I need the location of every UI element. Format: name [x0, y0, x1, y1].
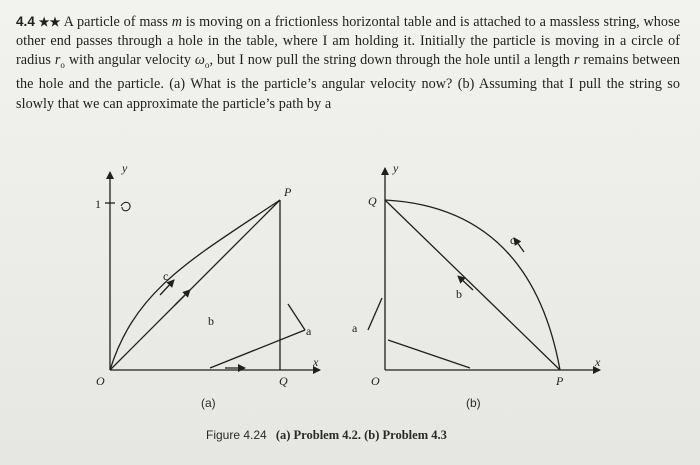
- fig-b-path-a-horizontal: [388, 340, 470, 368]
- problem-text-5: remains between the hole and the particle. (a) What is the particle’s angular velocity now? (b) Assuming that I pull the string so slowly that we can approximate the particle’s path by a: [16, 52, 681, 112]
- fig-b-path-a-vertical: [368, 298, 382, 330]
- caption-text: (a) Problem 4.2. (b) Problem 4.3: [275, 428, 447, 442]
- problem-text-1: A particle of mass: [63, 14, 172, 30]
- figure-a: [105, 172, 320, 370]
- var-w0-sub: o: [204, 60, 210, 71]
- fig-a-x-label: x: [313, 355, 319, 369]
- fig-a-sublabel: (a): [201, 396, 216, 410]
- fig-b-a-label: a: [352, 321, 358, 335]
- fig-a-one-label: 1: [95, 197, 101, 211]
- difficulty-stars: ★★: [38, 15, 61, 29]
- problem-text-3: with angular velocity: [64, 52, 195, 69]
- fig-a-b-label: b: [208, 314, 214, 328]
- fig-a-Q-label: Q: [279, 374, 288, 388]
- fig-b-origin-label: O: [371, 374, 380, 388]
- caption-figure-number: Figure 4.24: [206, 428, 267, 442]
- fig-b-Q-label: Q: [368, 194, 377, 208]
- fig-a-c-label: c: [163, 269, 169, 283]
- fig-b-y-label: y: [393, 161, 399, 175]
- problem-text-2: is moving on a frictionless horizontal table and is attached to a massless string, whose other end passes through a hole in the table, where I am holding it. Initially the particle is moving in a circle of radius: [16, 14, 680, 69]
- var-r: r: [573, 52, 580, 69]
- var-r0-sub: o: [60, 60, 65, 71]
- fig-a-arrow-b: [175, 290, 190, 305]
- problem-text-4: , but I now pull the string down through the hole until a length: [209, 52, 574, 69]
- fig-b-arrow-c: [514, 238, 524, 252]
- fig-b-c-label: c: [510, 233, 516, 247]
- fig-a-loop-icon: [121, 202, 130, 210]
- var-r0: r: [54, 52, 61, 69]
- fig-a-P-label: P: [284, 185, 292, 199]
- problem-number: 4.4: [16, 14, 35, 29]
- fig-a-origin-label: O: [96, 374, 105, 388]
- var-w0: ω: [194, 52, 205, 69]
- fig-b-x-label: x: [595, 355, 601, 369]
- fig-b-sublabel: (b): [466, 396, 481, 410]
- fig-b-path-b: [385, 200, 560, 370]
- fig-b-b-label: b: [456, 287, 462, 301]
- fig-a-y-label: y: [122, 161, 128, 175]
- fig-a-path-a-horizontal: [210, 330, 305, 368]
- figure-caption: [206, 428, 447, 443]
- var-m: m: [171, 14, 182, 30]
- figure-b: [368, 168, 600, 370]
- fig-a-path-b: [110, 200, 280, 370]
- fig-b-P-label: P: [556, 374, 564, 388]
- fig-a-path-a-vertical: [288, 304, 305, 330]
- fig-a-a-label: a: [306, 324, 312, 338]
